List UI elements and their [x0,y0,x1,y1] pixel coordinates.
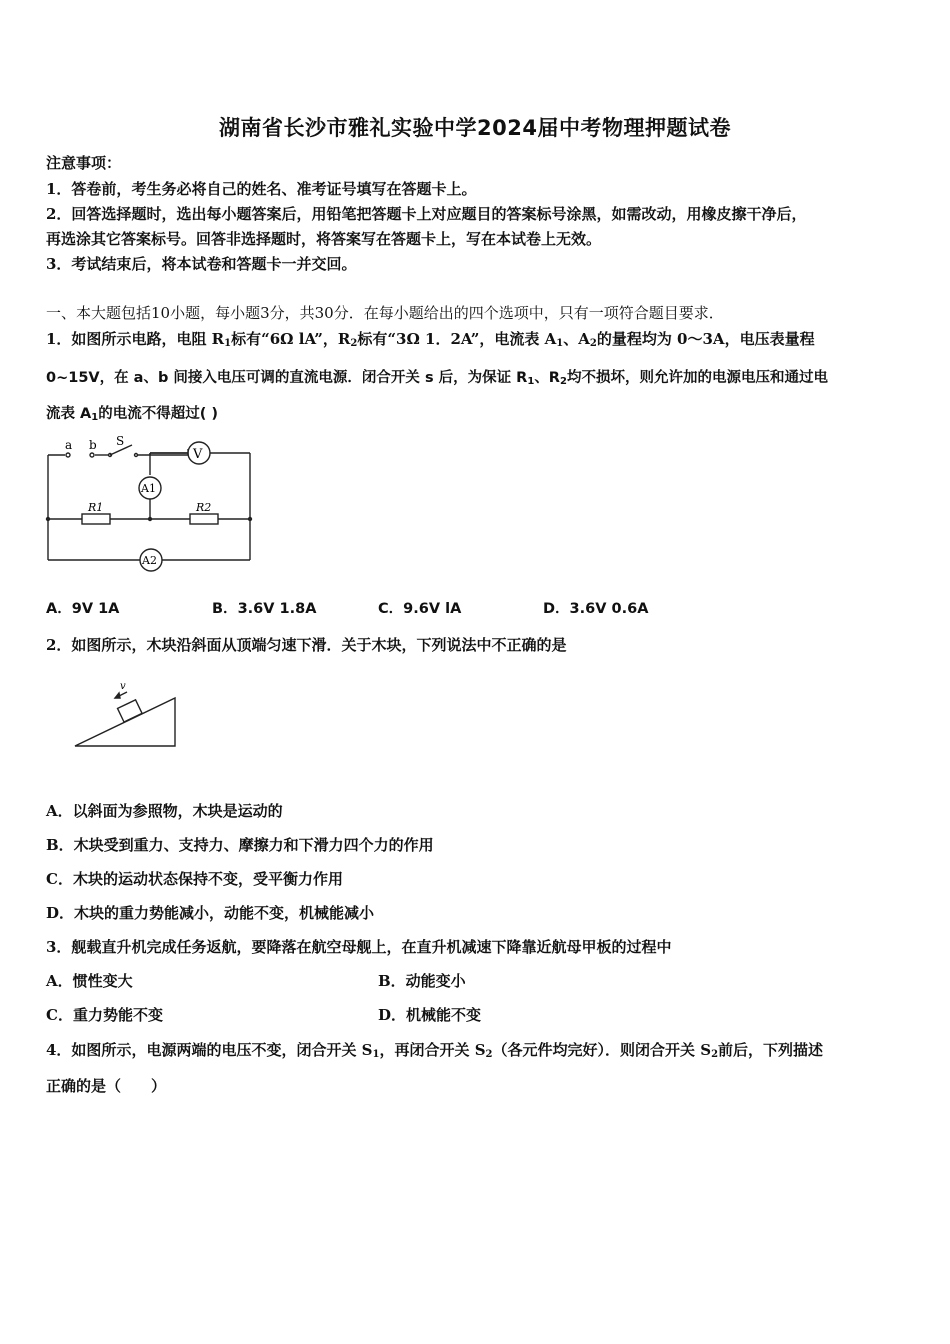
option-c[interactable]: C．木块的运动状态保持不变，受平衡力作用 [46,870,343,888]
question-1-stem-line3: 流表 $A_1$的电流不得超过( ) [46,406,219,423]
notice-item: 再选涂其它答案标号。回答非选择题时，将答案写在答题卡上，写在本试卷上无效。 [46,230,602,248]
notice-item: 1．答卷前，考生务必将自己的姓名、准考证号填写在答题卡上。 [46,180,477,198]
notice-heading: 注意事项： [46,154,122,172]
voltmeter-label: V [193,447,203,462]
option-b[interactable]: B．3.6V 1.8A [212,601,317,617]
question-2-stem: 2．如图所示，木块沿斜面从顶端匀速下滑．关于木块，下列说法中不正确的是 [46,636,567,654]
option-b[interactable]: B．动能变小 [378,972,466,990]
option-c[interactable]: C．重力势能不变 [46,1006,163,1024]
page-title: 湖南省长沙市雅礼实验中学2024届中考物理押题试卷 [219,116,731,140]
option-d[interactable]: D．机械能不变 [378,1006,482,1024]
ammeter-a1-label: A1 [141,482,156,495]
question-1-stem-line1: 1．如图所示电路，电阻 $R_1$标有“6Ω lA”，$R_2$标有“3Ω 1．2A”，电流表 $A_1$、$A_2$的量程均为 0～3A，电压表量程 [46,330,815,349]
option-d[interactable]: D．木块的重力势能减小，动能不变，机械能减小 [46,904,375,922]
circuit-diagram [40,435,265,575]
option-d[interactable]: D．3.6V 0.6A [543,601,649,617]
terminal-a-label: a [65,438,73,452]
option-a[interactable]: A．以斜面为参照物，木块是运动的 [46,802,283,820]
ammeter-a2-label: A2 [142,554,157,567]
question-4-stem-line1: 4．如图所示，电源两端的电压不变，闭合开关 $S_1$，再闭合开关 $S_2$（各元件均完好）．则闭合开关 $S_2$前后，下列描述 [46,1041,824,1060]
notice-item: 2．回答选择题时，选出每小题答案后，用铅笔把答题卡上对应题目的答案标号涂黑，如需改动，用橡皮擦干净后， [46,205,807,223]
section-heading: 一、本大题包括10小题，每小题3分，共30分．在每小题给出的四个选项中，只有一项符合题目要求． [46,304,724,322]
resistor-r1-label: R1 [88,501,104,514]
terminal-b-label: b [89,438,97,452]
option-a[interactable]: A．9V 1A [46,601,120,617]
option-c[interactable]: C．9.6V lA [378,601,462,617]
question-4-stem-line2: 正确的是（ ） [46,1077,167,1095]
velocity-label: v [120,681,126,692]
question-3-stem: 3．舰载直升机完成任务返航，要降落在航空母舰上，在直升机减速下降靠近航母甲板的过程中 [46,938,672,956]
incline-diagram [70,678,185,753]
question-1-stem-line2: 0~15V，在 a、b 间接入电压可调的直流电源．闭合开关 s 后，为保证 $R_1$、$R_2$均不损坏，则允许加的电源电压和通过电 [46,370,828,387]
switch-label: S [116,435,125,448]
notice-item: 3．考试结束后，将本试卷和答题卡一并交回。 [46,255,357,273]
option-a[interactable]: A．惯性变大 [46,972,133,990]
option-b[interactable]: B．木块受到重力、支持力、摩擦力和下滑力四个力的作用 [46,836,434,854]
resistor-r2-label: R2 [196,501,212,514]
